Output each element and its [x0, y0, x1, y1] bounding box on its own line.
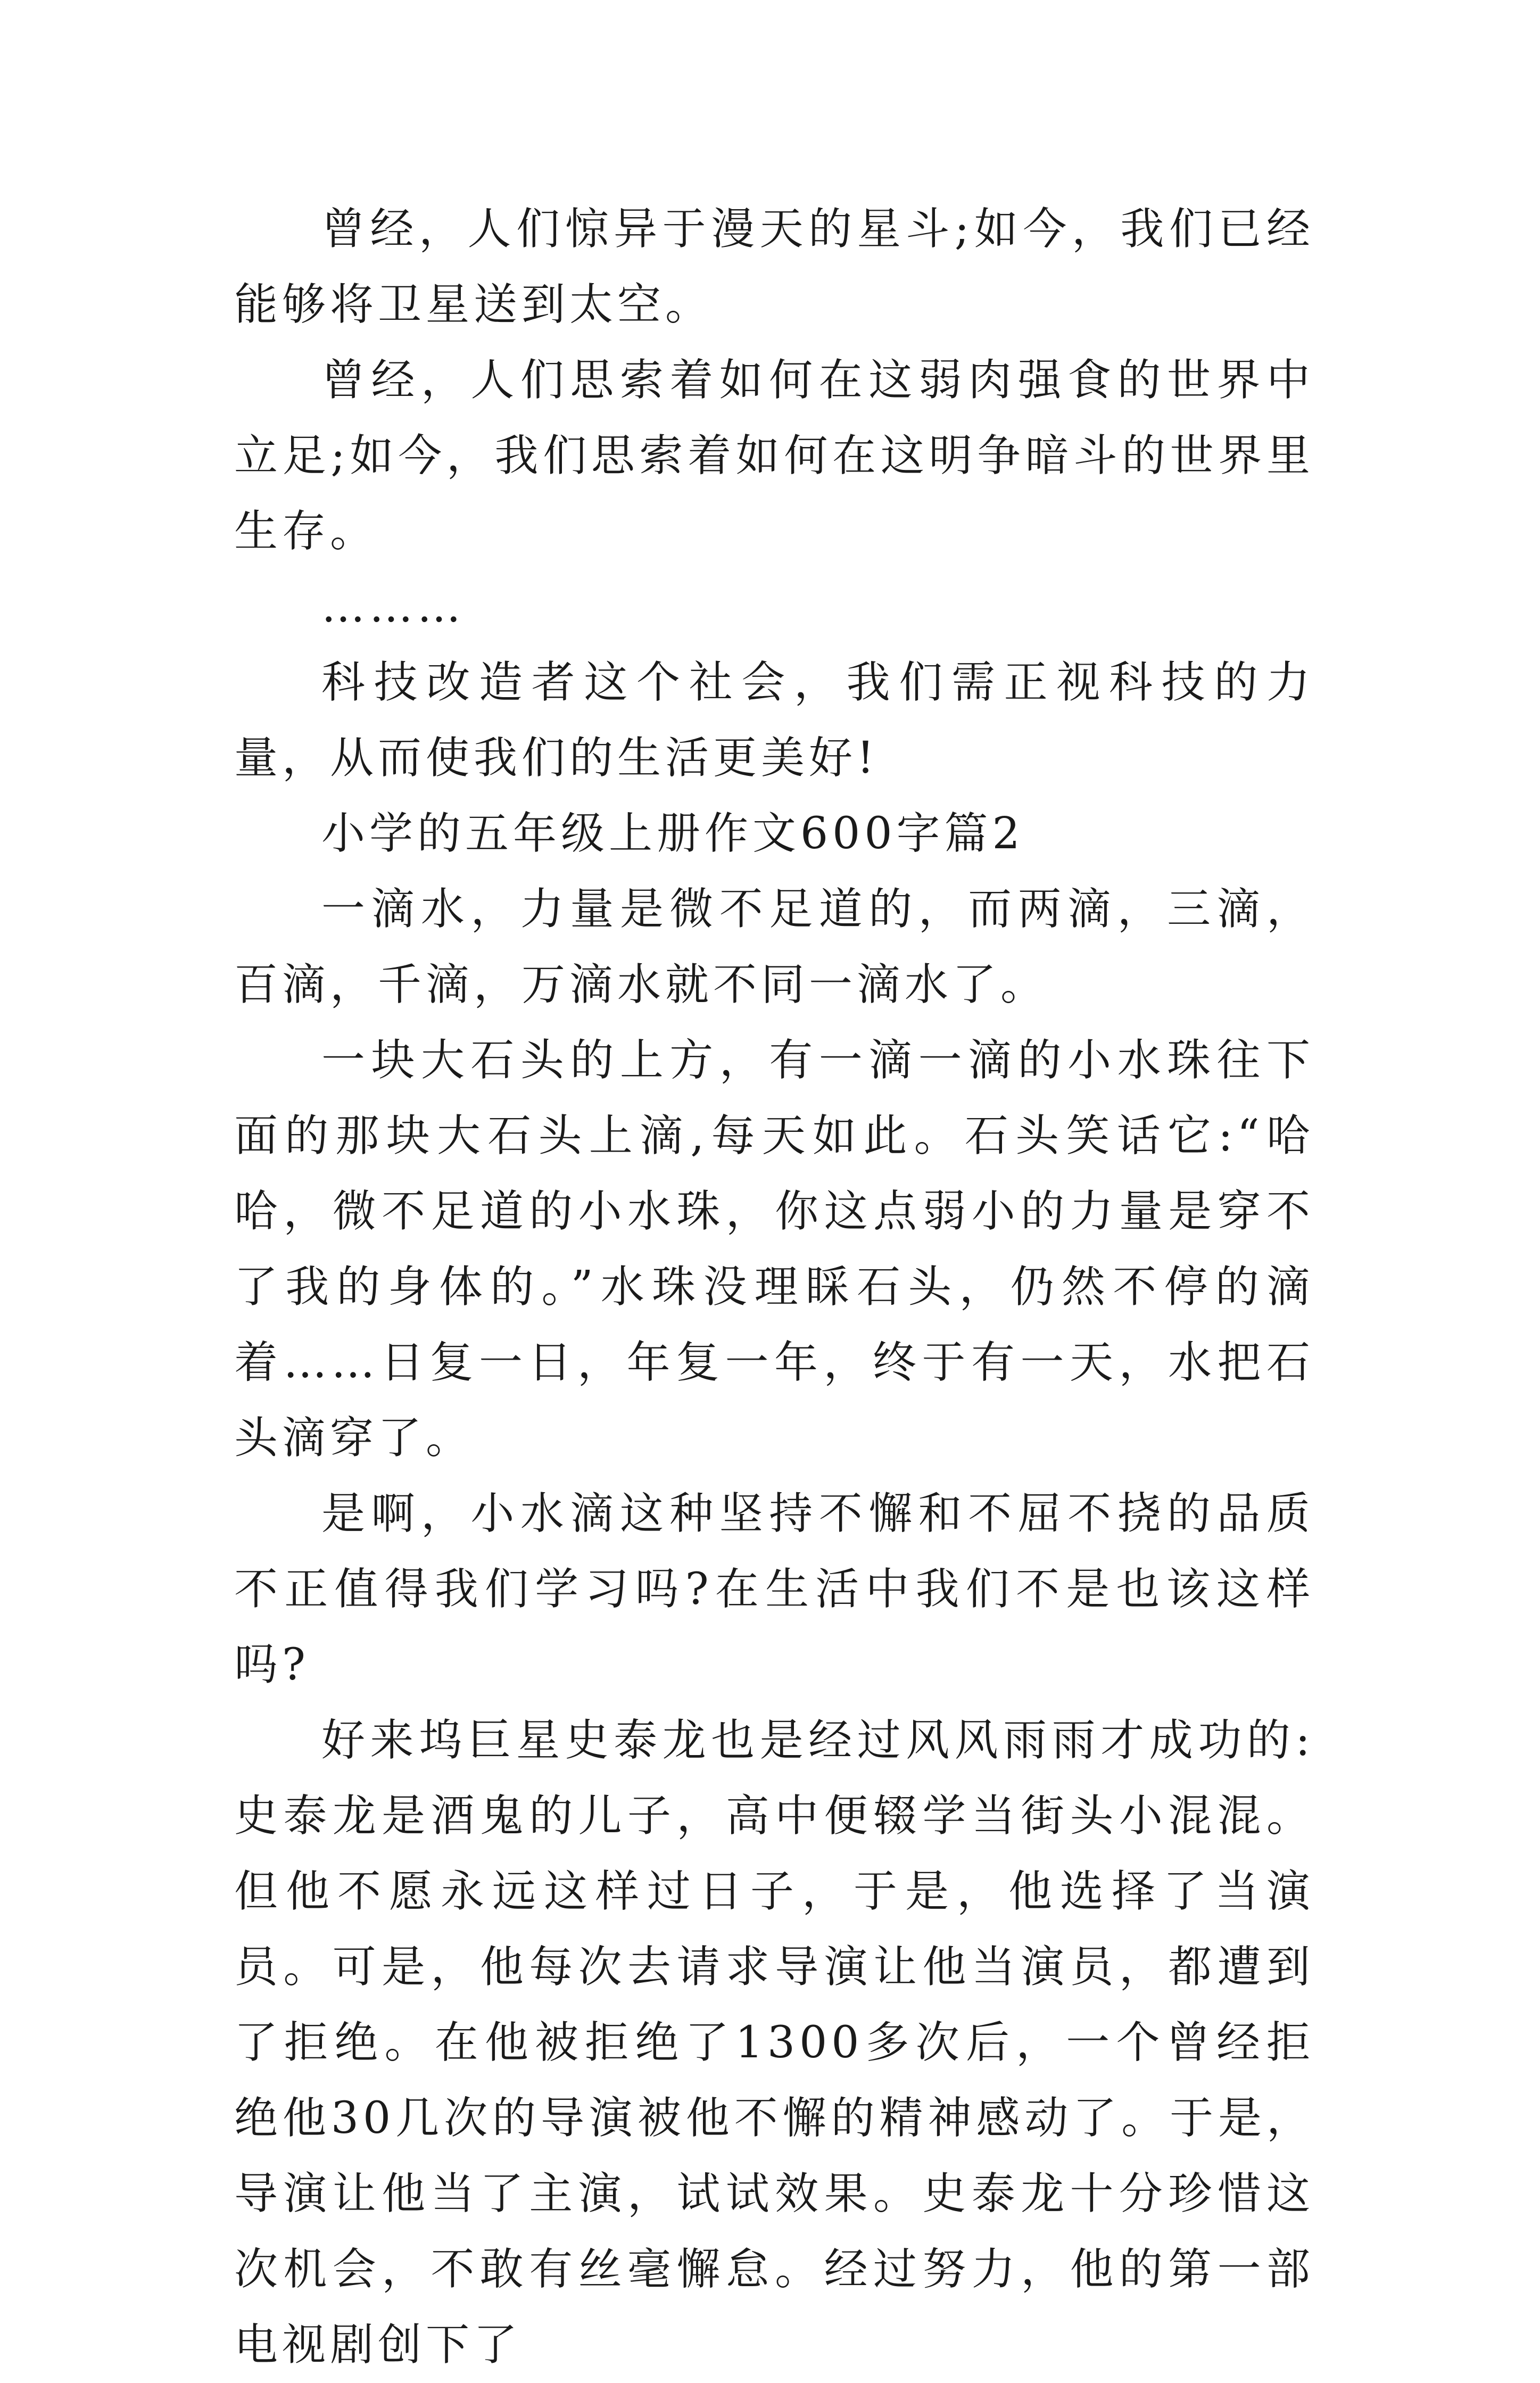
paragraph-6: 是啊，小水滴这种坚持不懈和不屈不挠的品质不正值得我们学习吗?在生活中我们不是也该这样吗?	[234, 1488, 1314, 1690]
paragraph-5: 一块大石头的上方，有一滴一滴的小水珠往下面的那块大石头上滴,每天如此。石头笑话它:“哈哈，微不足道的小水珠，你这点弱小的力量是穿不了我的身体的。”水珠没理睬石头，仍然不停的滴着……日复一日，年复一年，终于有一天，水把石头滴穿了。	[234, 1035, 1314, 1463]
paragraph-3: 科技改造者这个社会，我们需正视科技的力量，从而使我们的生活更美好!	[234, 657, 1314, 783]
section-heading: 小学的五年级上册作文600字篇2	[321, 808, 1024, 859]
paragraph-ellipsis: ………	[321, 582, 465, 632]
paragraph-4: 一滴水，力量是微不足道的，而两滴，三滴，百滴，千滴，万滴水就不同一滴水了。	[234, 884, 1314, 1010]
paragraph-1: 曾经，人们惊异于漫天的星斗;如今，我们已经能够将卫星送到太空。	[234, 204, 1314, 330]
document-body	[234, 192, 1314, 2383]
paragraph-2: 曾经，人们思索着如何在这弱肉强食的世界中立足;如今，我们思索着如何在这明争暗斗的世界里生存。	[234, 355, 1314, 557]
paragraph-7: 好来坞巨星史泰龙也是经过风风雨雨才成功的:史泰龙是酒鬼的儿子，高中便辍学当街头小混混。但他不愿永远这样过日子，于是，他选择了当演员。可是，他每次去请求导演让他当演员，都遭到了拒绝。在他被拒绝了1300多次后，一个曾经拒绝他30几次的导演被他不懈的精神感动了。于是，导演让他当了主演，试试效果。史泰龙十分珍惜这次机会，不敢有丝毫懈怠。经过努力，他的第一部电视剧创下了	[234, 1715, 1314, 2370]
